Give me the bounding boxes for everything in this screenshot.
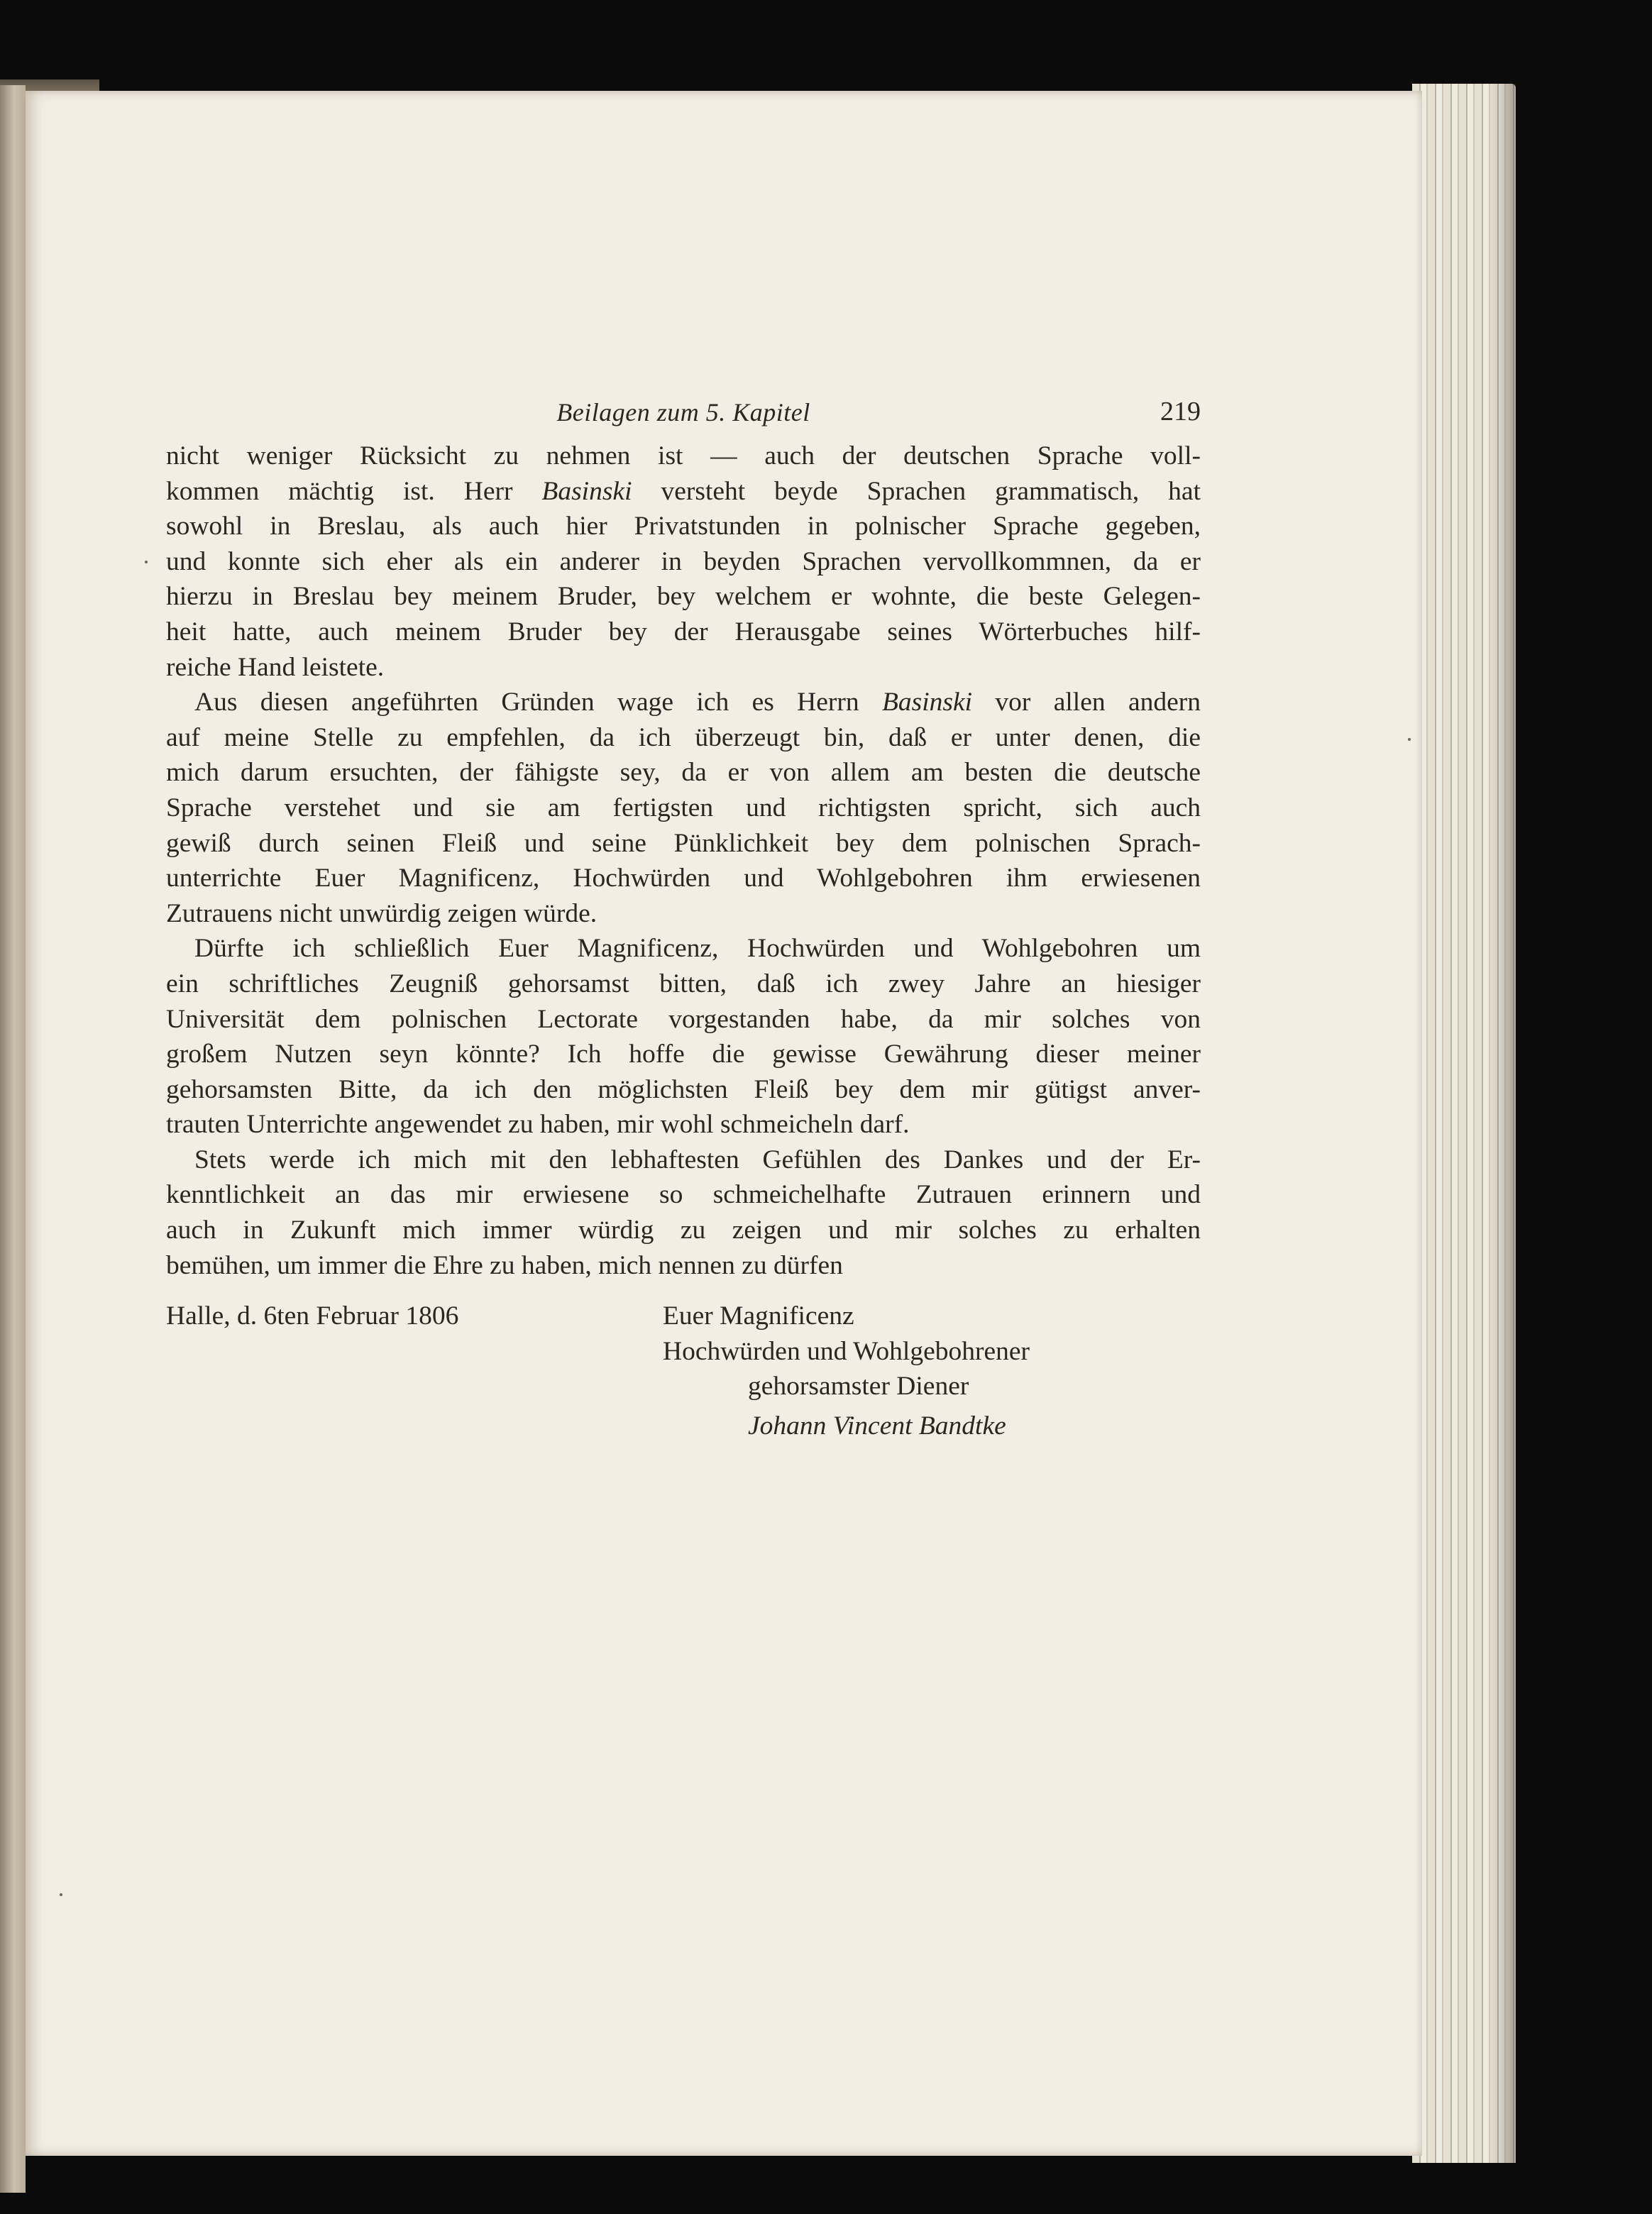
text-line: Sprache verstehet und sie am fertigsten und richtigsten spricht, sich auch (166, 793, 1201, 822)
text-line: nicht weniger Rücksicht zu nehmen ist — auch der deutschen Sprache voll- (166, 441, 1201, 470)
paragraph-3 (166, 931, 1201, 1142)
text-line: unterrichte Euer Magnificenz, Hochwürden und Wohlgebohren ihm erwiesenen (166, 864, 1201, 893)
text-line: großem Nutzen seyn könnte? Ich hoffe die gewisse Gewährung dieser meiner (166, 1040, 1201, 1069)
salutation-line: Euer Magnificenz (663, 1301, 854, 1331)
letter-closing (166, 1299, 1201, 1455)
running-head (166, 383, 1201, 433)
text-line: Stets werde ich mich mit den lebhaftesten Gefühlen des Dankes und der Er- (194, 1145, 1201, 1174)
text-line: hierzu in Breslau bey meinem Bruder, bey welchem er wohnte, die beste Gelegen- (166, 582, 1201, 612)
page-content (166, 383, 1201, 1455)
text-line: Zutrauens nicht unwürdig zeigen würde. (166, 898, 598, 928)
text-line: gehorsamsten Bitte, da ich den möglichsten Fleiß bey dem mir gütigst anver- (166, 1074, 1201, 1104)
text-line: Aus diesen angeführten Gründen wage ich es Herrn Basinski vor allen andern (194, 688, 1201, 717)
facing-page-edge (0, 85, 26, 2193)
paragraph-2 (166, 685, 1201, 931)
text-line: und konnte sich eher als ein anderer in beyden Sprachen vervollkommnen, da er (166, 546, 1201, 576)
text-line: kommen mächtig ist. Herr Basinski versteht beyde Sprachen grammatisch, hat (166, 476, 1201, 506)
paper-speck (60, 1893, 62, 1896)
text-line: ein schriftliches Zeugniß gehorsamst bitten, daß ich zwey Jahre an hiesiger (166, 969, 1201, 998)
text-line: bemühen, um immer die Ehre zu haben, mich nennen zu dürfen (166, 1250, 843, 1280)
body-text (166, 439, 1201, 1283)
signature-block (663, 1299, 1030, 1443)
paragraph-4 (166, 1142, 1201, 1283)
place-date: Halle, d. 6ten Februar 1806 (166, 1301, 459, 1331)
salutation-line: gehorsamster Diener (748, 1372, 969, 1401)
text-line: auch in Zukunft mich immer würdig zu zeigen und mir solches zu erhalten (166, 1216, 1201, 1245)
text-line: kenntlichkeit an das mir erwiesene so schmeichelhafte Zutrauen erinnern und (166, 1180, 1201, 1210)
book-page (26, 91, 1422, 2156)
page-stack-shadow (1490, 84, 1516, 2163)
text-line: Dürfte ich schließlich Euer Magnificenz, Hochwürden und Wohlgebohren um (194, 934, 1201, 964)
name-basinski: Basinski (541, 476, 632, 506)
text-line: Universität dem polnischen Lectorate vorgestanden habe, da mir solches von (166, 1004, 1201, 1034)
name-basinski: Basinski (881, 688, 973, 717)
running-title: Beilagen zum 5. Kapitel (556, 398, 810, 426)
salutation-line: Hochwürden und Wohlgebohrener (663, 1336, 1030, 1366)
text-line: heit hatte, auch meinem Bruder bey der Herausgabe seines Wörterbuches hilf- (166, 617, 1201, 646)
paper-speck (1408, 738, 1411, 741)
text-line: reiche Hand leistete. (166, 652, 385, 682)
paragraph-1 (166, 439, 1201, 685)
text-line: auf meine Stelle zu empfehlen, da ich überzeugt bin, daß er unter denen, die (166, 722, 1201, 752)
text-line: sowohl in Breslau, als auch hier Privatstunden in polnischer Sprache gegeben, (166, 512, 1201, 541)
paper-speck (145, 561, 148, 563)
signature-name: Johann Vincent Bandtke (748, 1411, 1006, 1441)
page-number: 219 (1160, 397, 1201, 426)
text-line: mich darum ersuchten, der fähigste sey, da er von allem am besten die deutsche (166, 758, 1201, 788)
text-line: trauten Unterrichte angewendet zu haben, mir wohl schmeicheln darf. (166, 1110, 910, 1140)
text-line: gewiß durch seinen Fleiß und seine Pünklichkeit bey dem polnischen Sprach- (166, 828, 1201, 858)
